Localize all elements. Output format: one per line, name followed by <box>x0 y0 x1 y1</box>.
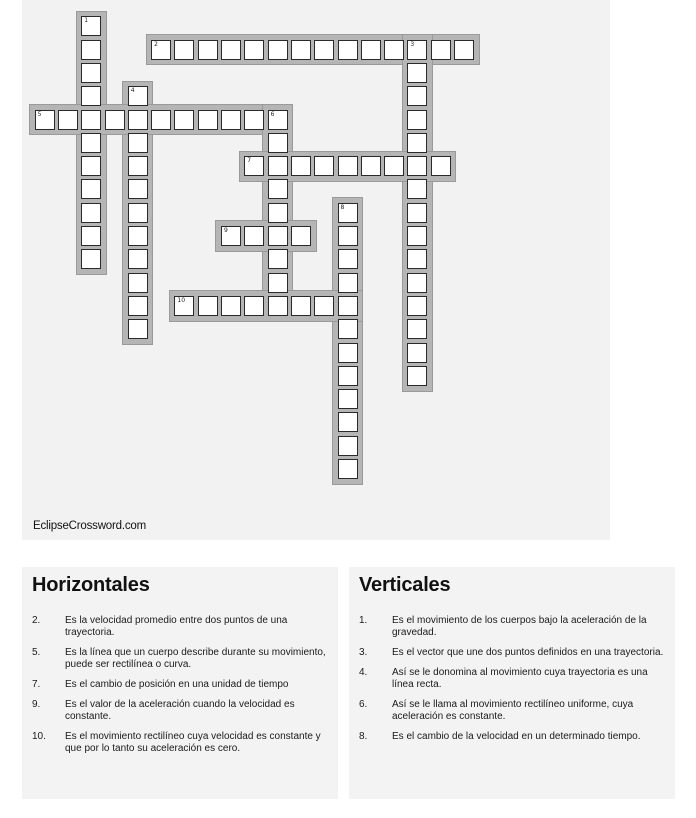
crossword-cell[interactable] <box>81 63 101 83</box>
crossword-cell[interactable] <box>338 40 358 60</box>
crossword-cell[interactable] <box>128 296 148 316</box>
crossword-cell[interactable] <box>35 110 55 130</box>
vertical-clue-list <box>359 615 669 751</box>
clue-number: 10. <box>32 731 46 742</box>
crossword-cell[interactable] <box>128 86 148 106</box>
crossword-cell[interactable] <box>338 343 358 363</box>
crossword-cell[interactable] <box>268 110 288 130</box>
crossword-cell[interactable] <box>174 40 194 60</box>
crossword-cell[interactable] <box>407 40 427 60</box>
crossword-cell[interactable] <box>198 296 218 316</box>
crossword-cell[interactable] <box>291 156 311 176</box>
clue-across-2 <box>32 615 332 639</box>
clue-number: 7. <box>32 679 41 690</box>
cell-number: 2 <box>154 40 158 48</box>
crossword-cell[interactable] <box>128 249 148 269</box>
clue-number: 4. <box>359 667 368 678</box>
crossword-cell[interactable] <box>268 203 288 223</box>
crossword-cell[interactable] <box>221 296 241 316</box>
crossword-cell[interactable] <box>338 366 358 386</box>
crossword-cell[interactable] <box>361 156 381 176</box>
crossword-cell[interactable] <box>384 40 404 60</box>
crossword-cell[interactable] <box>268 40 288 60</box>
crossword-cell[interactable] <box>221 226 241 246</box>
crossword-cell[interactable] <box>407 343 427 363</box>
clue-text: Es la línea que un cuerpo describe durante su movimiento, puede ser rectilínea o curva. <box>65 647 326 670</box>
crossword-cell[interactable] <box>431 156 451 176</box>
crossword-cell[interactable] <box>407 86 427 106</box>
clue-down-8 <box>359 731 669 743</box>
crossword-cell[interactable] <box>454 40 474 60</box>
vertical-clues-panel <box>349 567 675 799</box>
crossword-cell[interactable] <box>407 179 427 199</box>
crossword-cell[interactable] <box>81 203 101 223</box>
clue-text: Es el cambio de la velocidad en un determinado tiempo. <box>392 731 641 742</box>
clue-text: Es el vector que une dos puntos definidos en una trayectoria. <box>392 647 664 658</box>
crossword-cell[interactable] <box>198 40 218 60</box>
crossword-cell[interactable] <box>338 249 358 269</box>
clue-text: Es el cambio de posición en una unidad de tiempo <box>65 679 289 690</box>
crossword-cell[interactable] <box>174 110 194 130</box>
clue-text: Es el movimiento rectilíneo cuya velocidad es constante y que por lo tanto su aceleración es cero. <box>65 731 321 754</box>
crossword-cell[interactable] <box>268 296 288 316</box>
clue-number: 1. <box>359 615 368 626</box>
crossword-cell[interactable] <box>407 133 427 153</box>
crossword-cell[interactable] <box>81 156 101 176</box>
crossword-cell[interactable] <box>338 203 358 223</box>
crossword-cell[interactable] <box>338 389 358 409</box>
crossword-cell[interactable] <box>338 436 358 456</box>
clue-text: Es el movimiento de los cuerpos bajo la aceleración de la gravedad. <box>392 615 647 638</box>
crossword-cell[interactable] <box>291 40 311 60</box>
crossword-cell[interactable] <box>314 40 334 60</box>
horizontal-heading: Horizontales <box>32 574 150 596</box>
clue-number: 8. <box>359 731 368 742</box>
crossword-cell[interactable] <box>198 110 218 130</box>
crossword-cell[interactable] <box>407 156 427 176</box>
crossword-cell[interactable] <box>81 40 101 60</box>
crossword-cell[interactable] <box>81 179 101 199</box>
crossword-cell[interactable] <box>338 296 358 316</box>
crossword-cell[interactable] <box>244 40 264 60</box>
crossword-cell[interactable] <box>128 273 148 293</box>
crossword-cell[interactable] <box>151 110 171 130</box>
crossword-cell[interactable] <box>407 203 427 223</box>
cell-number: 4 <box>130 87 135 95</box>
clue-down-4 <box>359 667 669 691</box>
crossword-cell[interactable] <box>221 110 241 130</box>
clue-text: Es la velocidad promedio entre dos puntos de una trayectoria. <box>65 615 288 638</box>
crossword-cell[interactable] <box>81 249 101 269</box>
crossword-cell[interactable] <box>221 40 241 60</box>
crossword-cell[interactable] <box>431 40 451 60</box>
crossword-cell[interactable] <box>291 226 311 246</box>
clue-number: 9. <box>32 699 41 710</box>
crossword-cell[interactable] <box>268 179 288 199</box>
crossword-cell[interactable] <box>407 63 427 83</box>
crossword-cell[interactable] <box>314 296 334 316</box>
cell-number: 6 <box>270 110 275 118</box>
crossword-cell[interactable] <box>244 296 264 316</box>
clue-across-10 <box>32 731 332 755</box>
cell-number: 7 <box>247 157 252 165</box>
credit-text: EclipseCrossword.com <box>33 520 146 532</box>
crossword-cell[interactable] <box>81 86 101 106</box>
crossword-cell[interactable] <box>244 156 264 176</box>
clue-across-7 <box>32 679 332 691</box>
vertical-heading: Verticales <box>359 574 451 596</box>
cell-number: 1 <box>84 17 89 25</box>
clue-number: 3. <box>359 647 368 658</box>
crossword-cell[interactable] <box>268 133 288 153</box>
crossword-cell[interactable] <box>338 319 358 339</box>
clue-number: 5. <box>32 647 41 658</box>
crossword-cell[interactable] <box>174 296 194 316</box>
clue-across-9 <box>32 699 332 723</box>
crossword-cell[interactable] <box>244 110 264 130</box>
horizontal-clue-list <box>32 615 332 763</box>
clue-text: Así se le llama al movimiento rectilíneo uniforme, cuya aceleración es constante. <box>392 699 634 722</box>
crossword-cell[interactable] <box>244 226 264 246</box>
crossword-cell[interactable] <box>338 156 358 176</box>
crossword-cell[interactable] <box>407 110 427 130</box>
crossword-cell[interactable] <box>81 226 101 246</box>
clue-down-3 <box>359 647 669 659</box>
crossword-cell[interactable] <box>81 110 101 130</box>
crossword-cell[interactable] <box>338 459 358 479</box>
cell-number: 5 <box>37 110 42 118</box>
crossword-cell[interactable] <box>407 296 427 316</box>
crossword-cell[interactable] <box>58 110 78 130</box>
crossword-cell[interactable] <box>407 273 427 293</box>
crossword-cell[interactable] <box>407 319 427 339</box>
cell-number: 10 <box>177 296 186 304</box>
crossword-cell[interactable] <box>128 156 148 176</box>
crossword-cell[interactable] <box>151 40 171 60</box>
crossword-cell[interactable] <box>338 412 358 432</box>
crossword-cell[interactable] <box>338 273 358 293</box>
crossword-cell[interactable] <box>128 319 148 339</box>
crossword-cell[interactable] <box>407 226 427 246</box>
crossword-cell[interactable] <box>81 16 101 36</box>
crossword-cell[interactable] <box>361 40 381 60</box>
crossword-cell[interactable] <box>128 179 148 199</box>
crossword-cell[interactable] <box>128 203 148 223</box>
crossword-cell[interactable] <box>268 249 288 269</box>
clue-number: 6. <box>359 699 368 710</box>
cell-number: 3 <box>410 40 415 48</box>
crossword-cell[interactable] <box>268 226 288 246</box>
clue-text: Así se le donomina al movimiento cuya trayectoria es una línea recta. <box>392 667 648 690</box>
clue-down-1 <box>359 615 669 639</box>
crossword-cell[interactable] <box>268 156 288 176</box>
cell-number: 9 <box>224 227 228 234</box>
clue-across-5 <box>32 647 332 671</box>
crossword-cell[interactable] <box>128 133 148 153</box>
crossword-cell[interactable] <box>128 110 148 130</box>
clue-down-6 <box>359 699 669 723</box>
crossword-cell[interactable] <box>128 226 148 246</box>
crossword-cell[interactable] <box>338 226 358 246</box>
crossword-cell[interactable] <box>407 249 427 269</box>
crossword-cell[interactable] <box>81 133 101 153</box>
crossword-cell[interactable] <box>314 156 334 176</box>
cell-number: 8 <box>340 203 345 211</box>
crossword-cell[interactable] <box>384 156 404 176</box>
crossword-cell[interactable] <box>268 273 288 293</box>
crossword-cell[interactable] <box>105 110 125 130</box>
horizontal-clues-panel <box>22 567 338 799</box>
clue-number: 2. <box>32 615 41 626</box>
crossword-cell[interactable] <box>291 296 311 316</box>
clue-text: Es el valor de la aceleración cuando la velocidad es constante. <box>65 699 295 722</box>
crossword-cell[interactable] <box>407 366 427 386</box>
